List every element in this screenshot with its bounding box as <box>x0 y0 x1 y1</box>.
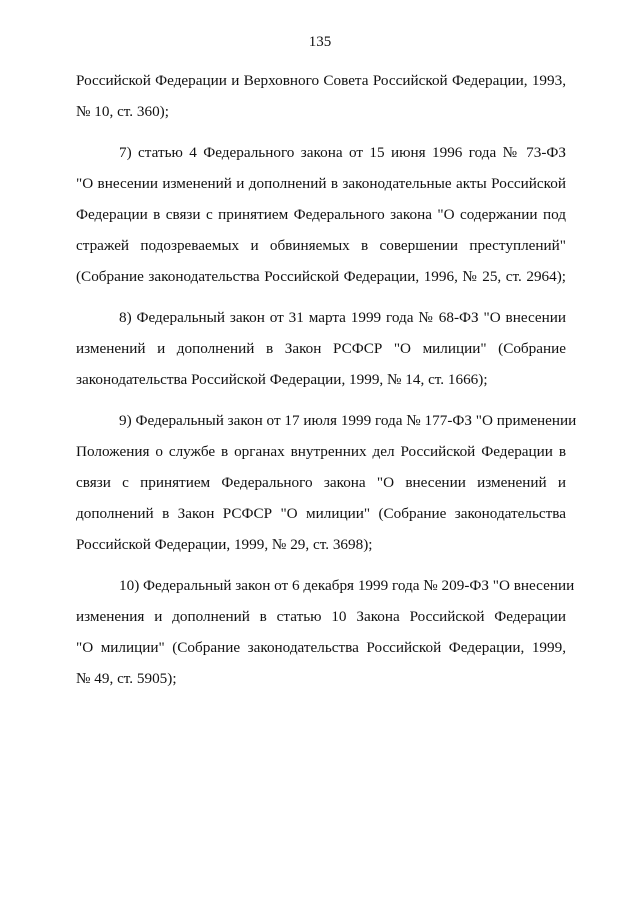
text-line: Российской Федерации и Верховного Совета Российской Федерации, 1993, <box>76 72 566 89</box>
text-line: связи с принятием Федерального закона "О внесении изменений и <box>76 474 566 491</box>
paragraph-item-9 <box>76 412 577 567</box>
paragraph-item-8 <box>76 309 566 402</box>
text-line: (Собрание законодательства Российской Федерации, 1996, № 25, ст. 2964); <box>76 268 566 285</box>
text-line: 9) Федеральный закон от 17 июля 1999 года № 177-ФЗ "О применении <box>119 412 577 429</box>
text-line: 8) Федеральный закон от 31 марта 1999 года № 68-ФЗ "О внесении <box>119 309 566 326</box>
text-line: "О внесении изменений и дополнений в законодательные акты Российской <box>76 175 566 192</box>
text-line: изменений и дополнений в Закон РСФСР "О милиции" (Собрание <box>76 340 566 357</box>
text-line: "О милиции" (Собрание законодательства Российской Федерации, 1999, <box>76 639 566 656</box>
page-number: 135 <box>308 34 332 50</box>
text-line: дополнений в Закон РСФСР "О милиции" (Собрание законодательства <box>76 505 566 522</box>
text-line: 7) статью 4 Федерального закона от 15 июня 1996 года № 73-ФЗ <box>119 144 566 161</box>
paragraph-continuation <box>76 72 566 134</box>
paragraph-item-7 <box>76 144 566 299</box>
text-line: законодательства Российской Федерации, 1999, № 14, ст. 1666); <box>76 371 488 388</box>
text-line: стражей подозреваемых и обвиняемых в совершении преступлений" <box>76 237 566 254</box>
paragraph-item-10 <box>76 577 575 701</box>
text-line: изменения и дополнений в статью 10 Закона Российской Федерации <box>76 608 566 625</box>
text-line: Федерации в связи с принятием Федерального закона "О содержании под <box>76 206 566 223</box>
text-line: № 10, ст. 360); <box>76 103 169 120</box>
text-line: 10) Федеральный закон от 6 декабря 1999 года № 209-ФЗ "О внесении <box>119 577 575 594</box>
text-line: № 49, ст. 5905); <box>76 670 177 687</box>
text-line: Положения о службе в органах внутренних дел Российской Федерации в <box>76 443 566 460</box>
text-line: Российской Федерации, 1999, № 29, ст. 3698); <box>76 536 373 553</box>
document-body <box>76 72 577 701</box>
